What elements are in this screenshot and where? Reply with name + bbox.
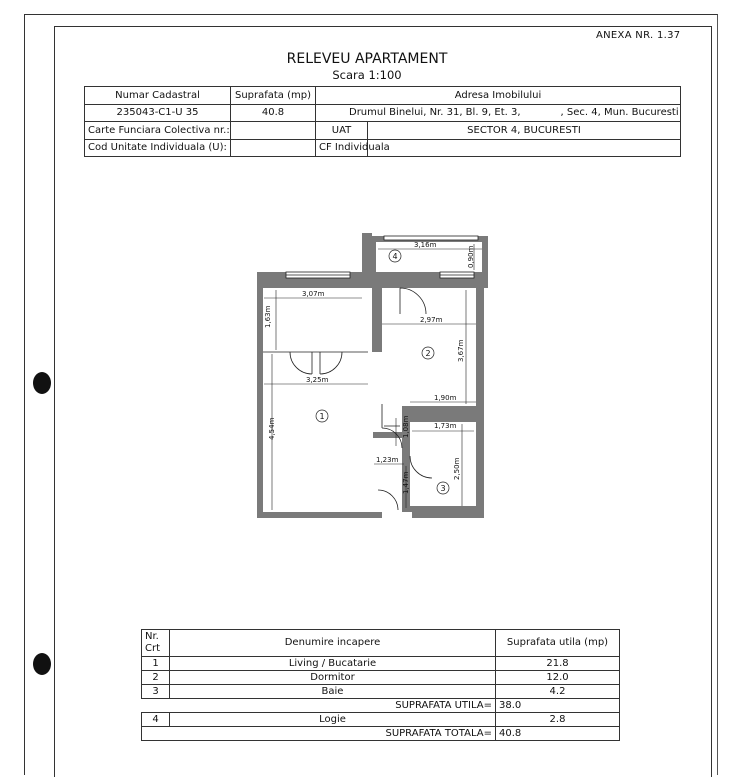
dim-corridor-width: 1,90m bbox=[434, 394, 457, 402]
rooms-header-row bbox=[142, 630, 620, 657]
table-row bbox=[142, 685, 620, 699]
row-name: Living / Bucatarie bbox=[170, 657, 496, 671]
annex-number: ANEXA NR. 1.37 bbox=[596, 30, 681, 41]
dim-room1-width: 3,25m bbox=[306, 376, 329, 384]
scale-label: Scara 1:100 bbox=[332, 68, 402, 82]
unit-code-label: Cod Unitate Individuala (U): bbox=[85, 139, 231, 157]
row-nr: 3 bbox=[142, 685, 170, 699]
dim-room1-height: 4,54m bbox=[268, 417, 276, 440]
nr-header: Nr. bbox=[145, 631, 159, 642]
address-part2: , Sec. 4, Mun. Bucuresti bbox=[560, 107, 679, 119]
row-name: Dormitor bbox=[170, 671, 496, 685]
cf-value bbox=[368, 139, 681, 157]
crt-header: Crt bbox=[145, 643, 161, 654]
useful-area-row bbox=[142, 699, 620, 713]
rooms-table bbox=[141, 629, 620, 741]
address-part1: Drumul Binelui, Nr. 31, Bl. 9, Et. 3, bbox=[349, 107, 521, 119]
row-area: 2.8 bbox=[496, 713, 620, 727]
table-row bbox=[142, 657, 620, 671]
room-name-header: Denumire incapere bbox=[170, 630, 496, 657]
table-row bbox=[142, 713, 620, 727]
dim-hall-width: 1,23m bbox=[376, 456, 399, 464]
address-header: Adresa Imobilului bbox=[316, 87, 681, 105]
uat-value: SECTOR 4, BUCURESTI bbox=[368, 122, 681, 140]
land-book-row bbox=[85, 122, 681, 140]
room-3-marker: 3 bbox=[440, 484, 446, 493]
row-name: Logie bbox=[170, 713, 496, 727]
page-title: RELEVEU APARTAMENT bbox=[286, 51, 448, 67]
cadastral-number-value: 235043-C1-U 35 bbox=[85, 104, 231, 122]
address-value bbox=[316, 104, 681, 122]
room-1-marker: 1 bbox=[319, 412, 325, 421]
cadastral-table bbox=[84, 86, 681, 157]
dim-room1-top-width: 3,07m bbox=[302, 290, 325, 298]
dim-room1-top-height: 1,63m bbox=[264, 305, 272, 328]
dim-loggia-depth: 0,90m bbox=[467, 245, 475, 268]
room-2-marker: 2 bbox=[425, 349, 431, 358]
dim-hall-height-a: 1,08m bbox=[402, 415, 410, 438]
total-area-row bbox=[142, 727, 620, 741]
dim-room2-height: 3,67m bbox=[457, 339, 465, 362]
cadastral-header-row bbox=[85, 87, 681, 105]
row-area: 21.8 bbox=[496, 657, 620, 671]
dim-bath-height: 2,50m bbox=[453, 457, 461, 480]
cadastral-number-header: Numar Cadastral bbox=[85, 87, 231, 105]
room-4-marker: 4 bbox=[392, 252, 398, 261]
surface-value: 40.8 bbox=[231, 104, 316, 122]
useful-area-value: 38.0 bbox=[496, 699, 620, 713]
row-nr: 2 bbox=[142, 671, 170, 685]
dim-bath-width: 1,73m bbox=[434, 422, 457, 430]
unit-code-value bbox=[231, 139, 316, 157]
dim-loggia-width: 3,16m bbox=[414, 241, 437, 249]
land-book-label: Carte Funciara Colectiva nr.: bbox=[85, 122, 231, 140]
total-area-value: 40.8 bbox=[496, 727, 620, 741]
cf-label: CF Individuala bbox=[316, 139, 368, 157]
unit-code-row bbox=[85, 139, 681, 157]
row-area: 12.0 bbox=[496, 671, 620, 685]
row-area: 4.2 bbox=[496, 685, 620, 699]
row-name: Baie bbox=[170, 685, 496, 699]
land-book-value bbox=[231, 122, 316, 140]
dim-hall-height-b: 1,47m bbox=[402, 471, 410, 494]
row-nr: 1 bbox=[142, 657, 170, 671]
table-row bbox=[142, 671, 620, 685]
floor-plan bbox=[250, 228, 500, 528]
row-nr: 4 bbox=[142, 713, 170, 727]
room-area-header: Suprafata utila (mp) bbox=[496, 630, 620, 657]
surface-header: Suprafata (mp) bbox=[231, 87, 316, 105]
hall-area bbox=[372, 438, 402, 512]
useful-area-label: SUPRAFATA UTILA= bbox=[170, 699, 496, 713]
uat-label: UAT bbox=[316, 122, 368, 140]
nr-crt-header bbox=[142, 630, 170, 657]
cadastral-value-row bbox=[85, 104, 681, 122]
punch-hole-bottom bbox=[33, 653, 51, 675]
punch-hole-top bbox=[33, 372, 51, 394]
total-area-label: SUPRAFATA TOTALA= bbox=[170, 727, 496, 741]
room-1-area bbox=[263, 288, 373, 512]
dim-room2-width: 2,97m bbox=[420, 316, 443, 324]
